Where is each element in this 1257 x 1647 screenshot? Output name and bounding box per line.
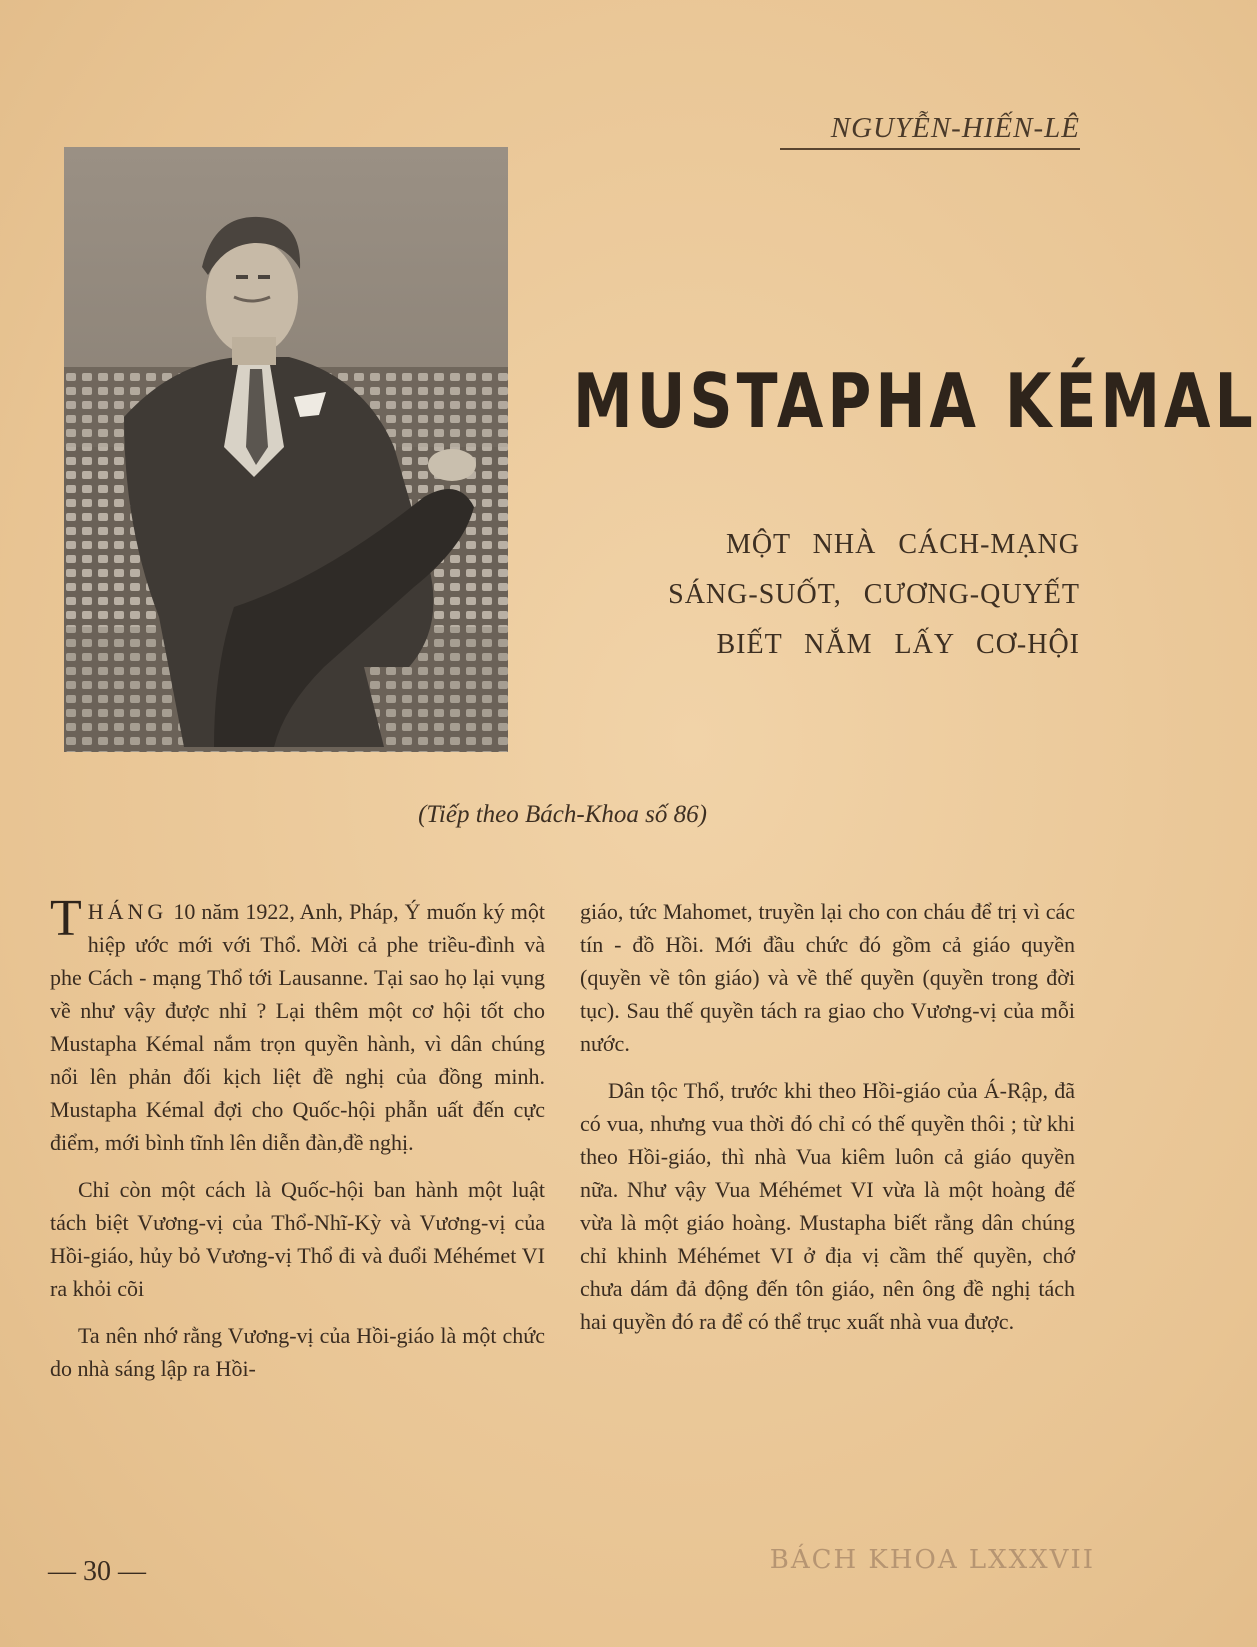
first-word: HÁNG xyxy=(87,899,168,924)
article-title: MUSTAPHA KÉMAL xyxy=(573,358,1257,446)
page-number: — 30 — xyxy=(48,1556,146,1587)
subtitle-line: SÁNG-SUỐT, CƯƠNG-QUYẾT xyxy=(668,579,1080,610)
subtitle-line: BIẾT NẮM LẤY CƠ-HỘI xyxy=(716,629,1080,660)
article-subtitle xyxy=(560,520,1080,670)
continuation-note: (Tiếp theo Bách-Khoa số 86) xyxy=(418,801,707,828)
subtitle-line: MỘT NHÀ CÁCH-MẠNG xyxy=(725,529,1080,560)
right-column xyxy=(580,895,1075,1338)
paragraph: Dân tộc Thổ, trước khi theo Hồi-giáo của Á-Rập, đã có vua, nhưng vua thời đó chỉ có thế quyền thôi ; từ khi theo Hồi-giáo, thì nhà Vua kiêm luôn cả giáo quyền nữa. Như vậy Vua Méhémet VI vừa là một hoàng đế vừa là một giáo hoàng. Mustapha biết rằng dân chúng chỉ khinh Méhémet VI ở địa vị cầm thế quyền, chớ chưa dám đả động đến tôn giáo, nên ông đề nghị tách hai quyền đó ra để có thể trục xuất nhà vua được. xyxy=(580,1078,1075,1334)
drop-cap: T xyxy=(50,890,82,947)
portrait-photo-illustration xyxy=(64,147,508,752)
portrait-photo xyxy=(64,147,508,752)
paragraph: Chỉ còn một cách là Quốc-hội ban hành một luật tách biệt Vương-vị của Thổ-Nhĩ-Kỳ và Vương-vị của Hồi-giáo, hủy bỏ Vương-vị Thổ đi và đuổi Méhémet VI ra khỏi cõi xyxy=(50,1177,545,1301)
author-name: NGUYỄN-HIẾN-LÊ xyxy=(780,108,1080,150)
paragraph xyxy=(50,890,545,1159)
paragraph: giáo, tức Mahomet, truyền lại cho con cháu để trị vì các tín - đồ Hồi. Mới đầu chức đó gồm cả giáo quyền (quyền về tôn giáo) và về thế quyền (quyền trong đời tục). Sau thế quyền tách ra giao cho Vương-vị của mỗi nước. xyxy=(580,899,1075,1056)
left-column xyxy=(50,890,545,1385)
paragraph-text: 10 năm 1922, Anh, Pháp, Ý muốn ký một hiệp ước mới với Thổ. Mời cả phe triều-đình và phe Cách - mạng Thổ tới Lausanne. Tại sao họ lại vụng về như vậy được nhỉ ? Lại thêm một cơ hội tốt cho Mustapha Kémal nắm trọn quyền hành, vì dân chúng nổi lên phản đối kịch liệt đề nghị của đồng minh. Mustapha Kémal đợi cho Quốc-hội phẫn uất đến cực điểm, mới bình tĩnh lên diễn đàn,đề nghị. xyxy=(50,899,545,1155)
running-footer: BÁCH KHOA LXXXVII xyxy=(769,1545,1095,1575)
paragraph: Ta nên nhớ rằng Vương-vị của Hồi-giáo là một chức do nhà sáng lập ra Hồi- xyxy=(50,1323,545,1381)
